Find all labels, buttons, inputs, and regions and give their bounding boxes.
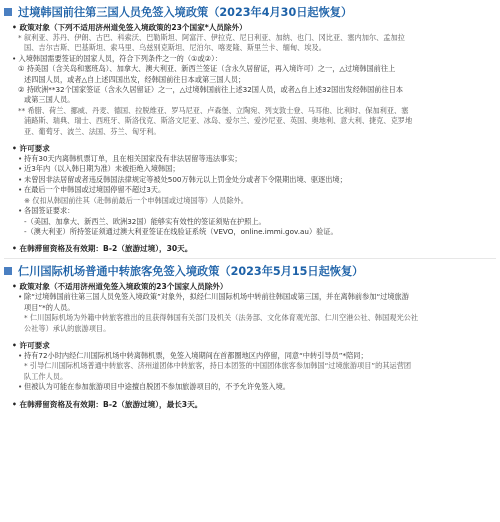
s1-req4-note: ※ 仅扣从韩国前往其（赴韩前最后一个申韩国或过境国等）人员除外。 <box>24 195 248 205</box>
s1-req3: • 未曾因非法居留或者违反韩国法律规定等被处500万韩元以上罚金处分或者下令限期出境、驱逐出境； <box>4 175 496 185</box>
s1-req2: • 近3年内（以入韩日期为准）未被拒绝入境韩国； <box>4 164 496 174</box>
title-square-icon <box>4 8 12 16</box>
s2-t2b: 公社等）承认的旅游项目。 <box>24 323 111 333</box>
s1-cond2a: ② 持欧洲**32个国家签证（含永久居留证）之一，△过境韩国前往上述32国人员，或者△自上述32国出发经韩国前往日本 <box>18 85 404 95</box>
section-divider <box>4 258 496 259</box>
s2-req-heading: • 许可要求 <box>12 340 50 350</box>
s1-europe-list1: ** 希腊、荷兰、挪威、丹麦、德国、拉脱维亚、罗马尼亚、卢森堡、立陶宛、列支敦士登、马耳他、比利时、保加利亚、塞 <box>18 105 409 115</box>
s1-req5a: -（美国、加拿大、新西兰、欧洲32国）能够实有效性的签证须贴在护照上。 <box>24 216 266 226</box>
s1-req5b: -（澳大利亚）所持签证须通过澳大利亚签证在线验证系统（VEVO，online.immi.gov.au）验证。 <box>24 226 338 236</box>
s1-cond1a: ① 持美国（含关岛和塞班岛）、加拿大、澳大利亚、新西兰签证（含永久居留证，再入境许可）之一，△过境韩国前往上 <box>18 64 396 74</box>
s2-r2: * 引导仁川国际机场普通中转旅客、济州道团体中转旅客，持日本团签的中国团体旅客参加韩国“过境旅游项目”的其运营团 <box>24 361 412 371</box>
s1-targets-list: * 叙利亚、苏丹、伊朗、古巴、科索沃、巴勒斯坦、阿富汗、伊拉克、尼日利亚、加纳、也门、冈比亚、塞内加尔、孟加拉 <box>18 33 405 42</box>
s1-cond1b: 述四国人员，或者△自上述四国出发，经韩国前往日本或第三国人员； <box>24 74 246 84</box>
s1-req-heading: • 许可要求 <box>12 144 50 154</box>
s1-cond2b: 或第三国人员。 <box>24 95 75 105</box>
s1-stay: • 在韩滞留资格及有效期：B-2（旅游过境），30天。 <box>12 244 193 254</box>
s2-t2: * 仁川国际机场为外籍中转旅客推出的且获得韩国有关部门及机关（法务部、文化体育观光部、仁川空港公社、韩国观光公社 <box>24 313 419 323</box>
s1-req5: • 各国签证要求： <box>4 206 496 216</box>
s1-entry-condition: • 入境韩国需要签证的国家人员，符合下列条件之一的（①或②）： <box>12 53 222 63</box>
s2-stay: • 在韩滞留资格及有效期：B-2（旅游过境），最长3天。 <box>12 399 203 409</box>
s1-req1: • 持有30天内离韩机票订单，且在相关国家没有非法居留等违法事实； <box>4 154 496 164</box>
s2-t1: • 除“过境韩国前往第三国人员免签入境政策”对象外，拟经仁川国际机场中转前往韩国或第三国，并在离韩前参加“过境旅游 <box>4 292 496 302</box>
s1-europe-list3: 亚、葡萄牙、波兰、法国、芬兰、匈牙利。 <box>24 126 161 136</box>
s2-r1: • 持有72小时内经仁川国际机场中转离韩机票，免签入境期间在首都圈地区内停留，同意“中转引导员”*陪同； <box>4 351 496 361</box>
section1-title: 过境韩国前往第三国人员免签入境政策（2023年4月30日起恢复） <box>4 4 496 20</box>
s2-r3: • 但被认为可能在参加旅游项目中途擅自脱团不参加旅游项目的，不予允许免签入境。 <box>4 382 496 392</box>
s2-t1b: 项目”*的人员。 <box>24 302 75 312</box>
s1-targets-list2: 国、吉尔吉斯、巴基斯坦、索马里、乌兹别克斯坦、尼泊尔、喀麦隆、斯里兰卡、缅甸、埃及。 <box>24 43 326 53</box>
title-square-icon <box>4 267 12 275</box>
s1-europe-list2: 浦路斯、瑞典、瑞士、西班牙、斯洛伐克、斯洛文尼亚、冰岛、爱尔兰、爱沙尼亚、英国、奥地利、意大利、捷克、克罗地 <box>24 116 413 126</box>
s1-targets-heading: • 政策对象（下列不适用济州道免签入境政策的23个国家*人员除外） <box>12 23 247 32</box>
s2-targets-heading: • 政策对象（不适用济州道免签入境政策的23个国家人员除外） <box>12 282 228 292</box>
s1-req4: • 在最后一个申韩国或过境国停留不超过3天。 <box>4 185 496 195</box>
s2-r2b: 队工作人员。 <box>24 371 68 381</box>
section2-title: 仁川国际机场普通中转旅客免签入境政策（2023年5月15日起恢复） <box>4 263 496 279</box>
